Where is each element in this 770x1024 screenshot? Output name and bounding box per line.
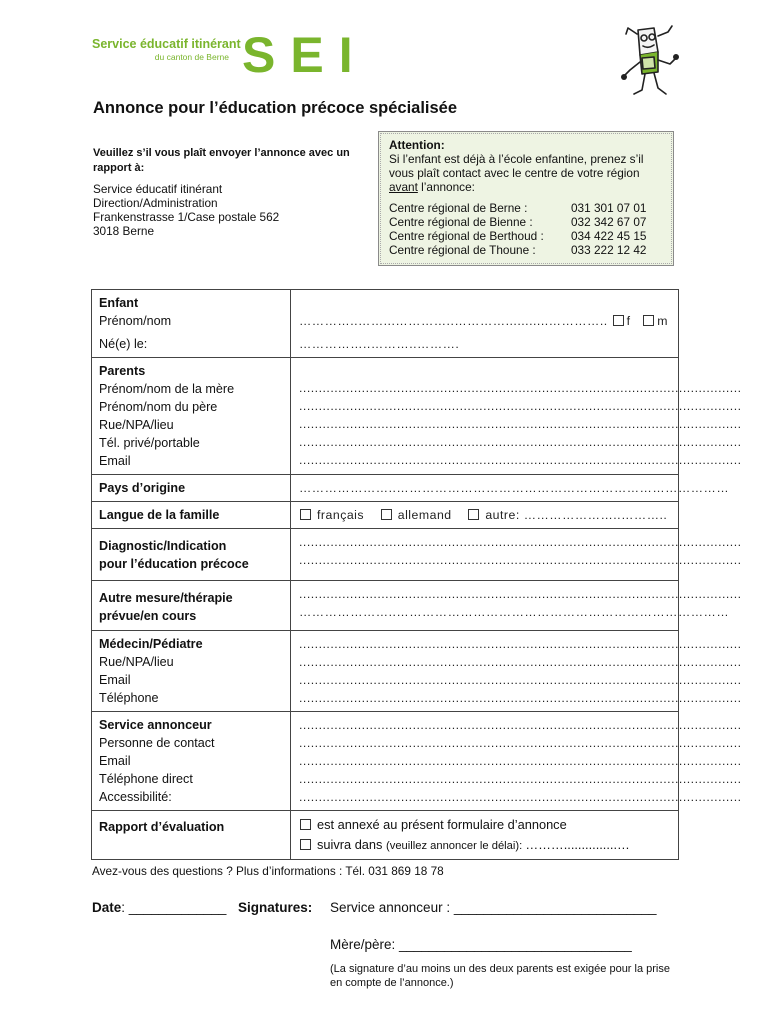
checkbox-francais[interactable] [300, 509, 311, 520]
checkbox-autre[interactable] [468, 509, 479, 520]
regional-centres-list [389, 201, 663, 257]
doctor-name-field[interactable]: ................................................................................................................. [299, 637, 742, 651]
address-line: Frankenstrasse 1/Case postale 562 [93, 210, 280, 224]
row-diagnostic: Diagnostic/Indication pour l’éducation précoce ................................................................................................................. ................................................................................................................. [92, 529, 679, 581]
medecin-heading: Médecin/Pédiatre [99, 637, 203, 651]
diagnostic-field[interactable]: ................................................................................................................. [299, 535, 742, 549]
row-service: Service annonceur Personne de contact Email Téléphone direct Accessibilité: ................................................................................................................. ................................................................................................................. ................................................................................................................. ................................................................................................................. ................................................................................................................. [92, 712, 679, 811]
accessibility-field[interactable]: ................................................................................................................. [299, 790, 742, 804]
address-field[interactable]: ................................................................................................................. [299, 417, 742, 431]
language-options: français allemand autre: …………………..……….. [299, 506, 670, 524]
pays-heading: Pays d’origine [99, 481, 186, 495]
regional-centre: Centre régional de Berthoud : 034 422 45 15 [389, 229, 647, 243]
checkbox-allemand[interactable] [381, 509, 392, 520]
parents-heading: Parents [99, 364, 146, 378]
label-phone: Tél. privé/portable [99, 436, 200, 450]
sei-logo: SEI [242, 27, 368, 83]
email-field[interactable]: ................................................................................................................. [299, 453, 742, 467]
regional-centre: Centre régional de Bienne : 032 342 67 07 [389, 215, 647, 229]
row-mesure: Autre mesure/thérapie prévue/en cours ................................................................................................................. …………………..…………………………………………………………………… [92, 581, 679, 631]
attention-title: Attention: [389, 138, 445, 152]
report-delay-field[interactable]: ………...............… [525, 837, 630, 852]
row-enfant [92, 290, 679, 358]
row-pays [92, 475, 679, 502]
rapport-heading: Rapport d’évaluation [99, 820, 225, 834]
regional-centre: Centre régional de Thoune : 033 222 12 42 [389, 243, 647, 257]
parents-labels [92, 358, 291, 475]
child-name-field[interactable]: …………..……...…………..…………...........………….. f m [299, 314, 669, 328]
diagnostic-field-2[interactable]: ................................................................................................................. [299, 553, 742, 567]
signatures-label: Signatures: [238, 900, 313, 915]
therapy-field-2[interactable]: …………………..…………………………………………………………………… [299, 605, 730, 619]
father-field[interactable]: ................................................................................................................. [299, 399, 742, 413]
checkbox-male[interactable] [643, 315, 654, 326]
label-address: Rue/NPA/lieu [99, 418, 174, 432]
label-ne-le: Né(e) le: [99, 337, 148, 351]
checkbox-report-attached[interactable] [300, 819, 311, 830]
signature-parent-field[interactable]: Mère/père: _______________________________ [330, 937, 632, 952]
mother-field[interactable]: ................................................................................................................. [299, 381, 742, 395]
service-name-field[interactable]: ................................................................................................................. [299, 718, 742, 732]
row-rapport: Rapport d’évaluation est annexé au présent formulaire d’annonce suivra dans (veuillez annoncer le délai): ………...............… [92, 811, 679, 860]
country-field[interactable]: …………………..…………………………………………………………………… [299, 481, 730, 495]
logo-text [92, 38, 241, 64]
row-langue [92, 502, 679, 529]
langue-heading: Langue de la famille [99, 508, 220, 522]
send-to-address [93, 182, 279, 238]
other-language-field[interactable]: …………………..……….. [523, 508, 668, 522]
mesure-heading: Autre mesure/thérapie [99, 591, 233, 605]
label-email: Email [99, 454, 131, 468]
doctor-phone-field[interactable]: ................................................................................................................. [299, 691, 742, 705]
label-mother: Prénom/nom de la mère [99, 382, 235, 396]
row-medecin: Médecin/Pédiatre Rue/NPA/lieu Email Téléphone ................................................................................................................. ................................................................................................................. ................................................................................................................. ................................................................................................................. [92, 631, 679, 712]
date-field[interactable]: Date: _____________ [92, 900, 227, 915]
doctor-email-field[interactable]: ................................................................................................................. [299, 673, 742, 687]
regional-centre: Centre régional de Berne : 031 301 07 01 [389, 201, 647, 215]
service-email-field[interactable]: ................................................................................................................. [299, 754, 742, 768]
parents-fields [291, 358, 742, 475]
org-name: Service éducatif itinérant [92, 37, 241, 51]
row-parents [92, 358, 679, 475]
service-heading: Service annonceur [99, 718, 212, 732]
enfant-labels [92, 290, 291, 358]
address-line: Direction/Administration [93, 196, 218, 210]
label-prenom-nom: Prénom/nom [99, 314, 172, 328]
checkbox-report-follows[interactable] [300, 839, 311, 850]
org-subtitle: du canton de Berne [154, 52, 229, 62]
mascot-illustration [610, 22, 682, 102]
direct-phone-field[interactable]: ................................................................................................................. [299, 772, 742, 786]
enfant-heading: Enfant [99, 296, 139, 310]
birthdate-field[interactable]: ……………..………..………. [299, 337, 460, 351]
announcement-form [91, 289, 742, 860]
contact-person-field[interactable]: ................................................................................................................. [299, 736, 742, 750]
address-line: Service éducatif itinérant [93, 182, 223, 196]
attention-box [378, 131, 674, 266]
phone-field[interactable]: ................................................................................................................. [299, 435, 742, 449]
enfant-fields [291, 290, 679, 358]
therapy-field[interactable]: ................................................................................................................. [299, 587, 742, 601]
checkbox-female[interactable] [613, 315, 624, 326]
send-to-heading: Veuillez s’il vous plaît envoyer l’annonce avec un rapport à: [93, 147, 350, 174]
diagnostic-heading: Diagnostic/Indication [99, 539, 227, 553]
signature-service-field[interactable]: Service annonceur : ___________________________ [330, 900, 657, 915]
doctor-address-field[interactable]: ................................................................................................................. [299, 655, 742, 669]
signature-note: (La signature d’au moins un des deux parents est exigée pour la prise en compte de l’annonce.) [330, 963, 670, 989]
label-father: Prénom/nom du père [99, 400, 218, 414]
address-line: 3018 Berne [93, 224, 155, 238]
questions-contact: Avez-vous des questions ? Plus d’informations : Tél. 031 869 18 78 [92, 864, 444, 878]
page-title: Annonce pour l’éducation précoce spécialisée [93, 99, 458, 117]
attention-text: Si l’enfant est déjà à l’école enfantine, prenez s’il vous plaît contact avec le centre de votre région avant l’annonce: [389, 152, 644, 194]
